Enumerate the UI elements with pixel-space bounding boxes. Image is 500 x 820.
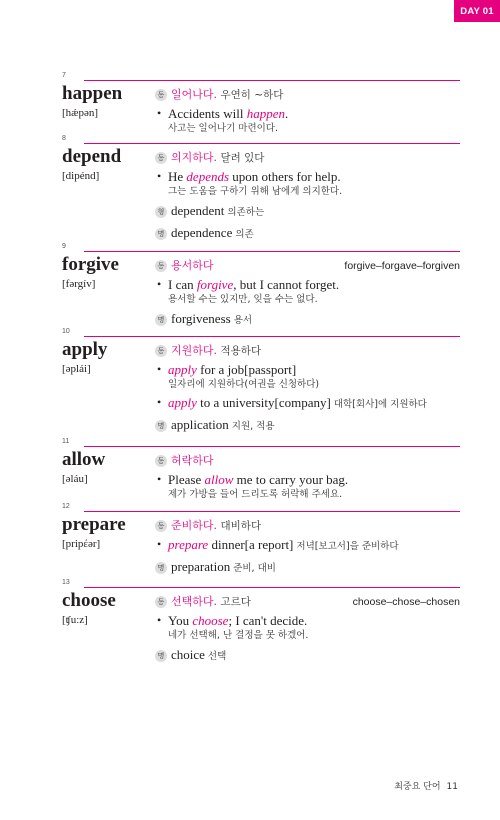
primary-meaning: 용서하다 [171, 259, 214, 272]
entry-number: 11 [62, 438, 70, 445]
entry-content [155, 146, 460, 243]
example-translation: 제가 가방을 들어 드리도록 허락해 주세요. [168, 489, 343, 500]
example-translation: 사고는 일어나기 마련이다. [168, 123, 279, 134]
entry-header [62, 135, 460, 146]
primary-meaning: 선택하다. [171, 595, 218, 608]
primary-meaning: 준비하다. [171, 519, 218, 532]
example-keyword: happen [246, 106, 285, 121]
pronunciation: [ʧuːz] [62, 614, 88, 626]
pos-badge: 동 [155, 89, 167, 101]
entry-header [62, 438, 460, 449]
example-text: ; I can't decide. [228, 613, 308, 628]
definition-line [155, 518, 460, 534]
example-keyword: depends [186, 169, 230, 184]
example [155, 105, 460, 136]
pos-badge: 동 [155, 345, 167, 357]
secondary-meaning: 적용하다 [220, 345, 262, 357]
definition-line [155, 87, 460, 103]
vocab-entry [62, 579, 460, 662]
entry-header [62, 579, 460, 590]
example-sentence [168, 276, 460, 293]
example-text: for a job[passport] [196, 362, 297, 377]
entry-divider [84, 587, 460, 588]
example-sentence [168, 471, 460, 488]
derivative-meaning: 선택 [207, 651, 227, 662]
vocab-entry [62, 243, 460, 328]
verb-forms: forgive–forgave–forgiven [344, 260, 460, 272]
pos-badge: 동 [155, 596, 167, 608]
headword: depend [62, 146, 122, 167]
pos-badge: 명 [155, 562, 167, 574]
example-sentence [168, 168, 460, 185]
entry-divider [84, 251, 460, 252]
entry-divider [84, 446, 460, 447]
derivative-meaning: 준비, 대비 [233, 563, 276, 574]
entry-header [62, 328, 460, 339]
pos-badge: 동 [155, 152, 167, 164]
entry-divider [84, 80, 460, 81]
bullet-icon: • [157, 106, 162, 120]
bullet-icon: • [157, 472, 162, 486]
pronunciation: [əláu] [62, 473, 88, 485]
bullet-icon: • [157, 362, 162, 376]
entry-body [62, 590, 460, 662]
verb-forms: choose–chose–chosen [352, 596, 460, 608]
vocab-entry [62, 328, 460, 438]
derivative-word: preparation [171, 559, 231, 574]
headword: allow [62, 449, 106, 470]
entry-content [155, 339, 460, 435]
entry-header [62, 243, 460, 254]
example-keyword: apply [168, 395, 197, 410]
pronunciation: [əplái] [62, 363, 91, 375]
primary-meaning: 의지하다. [171, 151, 218, 164]
example-keyword: forgive [196, 277, 234, 292]
example-translation: 저녁[보고서]을 준비하다 [296, 541, 399, 552]
day-tab: DAY 01 [454, 0, 500, 22]
example-translation: 네가 선택해, 난 결정을 못 하겠어. [168, 630, 309, 641]
derivative-line [155, 202, 460, 221]
example-text: dinner[a report] [208, 537, 294, 552]
secondary-meaning: 우연히 ~하다 [220, 89, 284, 101]
entry-header [62, 503, 460, 514]
pos-badge: 명 [155, 314, 167, 326]
secondary-meaning: 대비하다 [220, 520, 262, 532]
vocab-entry [62, 438, 460, 503]
example-translation: 대학[회사]에 지원하다 [333, 399, 427, 410]
primary-meaning: 일어나다. [171, 88, 218, 101]
example-sentence [168, 105, 460, 122]
entry-body [62, 254, 460, 328]
footer-label: 최중요 단어 [394, 782, 441, 792]
derivative-meaning: 의존 [235, 229, 254, 240]
pronunciation: [pripέər] [62, 538, 101, 550]
entry-divider [84, 511, 460, 512]
example-text: upon others for help. [229, 169, 341, 184]
bullet-icon: • [157, 537, 162, 551]
derivative-word: forgiveness [171, 311, 231, 326]
bullet-icon: • [157, 169, 162, 183]
example-keyword: apply [168, 362, 197, 377]
entry-number: 12 [62, 503, 70, 510]
entry-header [62, 72, 460, 83]
example [155, 471, 460, 502]
derivative-line [155, 558, 460, 577]
definition-line [155, 343, 460, 359]
example-sentence [168, 394, 460, 413]
derivative-meaning: 용서 [233, 315, 253, 326]
pos-badge: 명 [155, 228, 167, 240]
example-keyword: prepare [168, 537, 209, 552]
derivative-meaning: 지원, 적용 [231, 421, 275, 432]
pronunciation: [fərgív] [62, 278, 96, 290]
example-translation: 일자리에 지원하다(여권을 신청하다) [168, 379, 320, 390]
derivative-line [155, 310, 460, 329]
pos-badge: 형 [155, 206, 167, 218]
example-translation: 그는 도움을 구하기 위해 남에게 의지한다. [168, 186, 343, 197]
primary-meaning: 지원하다. [171, 344, 218, 357]
entry-content [155, 590, 460, 665]
example-text: me to carry your bag. [233, 472, 349, 487]
definition-line [155, 258, 460, 274]
pos-badge: 동 [155, 260, 167, 272]
example-text: , but I cannot forget. [233, 277, 340, 292]
headword: happen [62, 83, 123, 104]
primary-meaning: 허락하다 [171, 454, 214, 467]
page-footer [394, 779, 458, 792]
secondary-meaning: 달려 있다 [220, 152, 265, 164]
derivative-line [155, 646, 460, 665]
pos-badge: 명 [155, 650, 167, 662]
example-text: Please [168, 472, 205, 487]
entry-body [62, 146, 460, 243]
example-text: to a university[company] [196, 395, 331, 410]
vocab-entry [62, 72, 460, 135]
entry-number: 13 [62, 579, 70, 586]
vocab-entry [62, 503, 460, 579]
example [155, 168, 460, 199]
example-text: I can [168, 277, 197, 292]
example-sentence [168, 361, 460, 378]
pronunciation: [hǽpən] [62, 107, 99, 119]
example-text: . [285, 106, 289, 121]
derivative-word: choice [171, 647, 205, 662]
headword: prepare [62, 514, 126, 535]
entry-list [62, 72, 460, 662]
example-translation: 용서할 수는 있지만, 잊을 수는 없다. [168, 294, 318, 305]
derivative-word: dependence [171, 225, 233, 240]
example-keyword: choose [192, 613, 229, 628]
definition-line [155, 150, 460, 166]
entry-body [62, 514, 460, 579]
pronunciation: [dipénd] [62, 170, 100, 182]
headword: apply [62, 339, 108, 360]
entry-body [62, 83, 460, 135]
example-text: He [168, 169, 187, 184]
entry-content [155, 83, 460, 136]
bullet-icon: • [157, 613, 162, 627]
entry-divider [84, 336, 460, 337]
entry-divider [84, 143, 460, 144]
entry-body [62, 339, 460, 438]
example-text: Accidents will [168, 106, 247, 121]
entry-number: 8 [62, 135, 66, 142]
derivative-meaning: 의존하는 [227, 207, 265, 218]
example-text: You [168, 613, 193, 628]
definition-line [155, 594, 460, 610]
example-keyword: allow [204, 472, 234, 487]
entry-number: 9 [62, 243, 66, 250]
example-sentence [168, 612, 460, 629]
bullet-icon: • [157, 395, 162, 409]
derivative-line [155, 224, 460, 243]
example [155, 394, 460, 413]
example [155, 361, 460, 392]
page-number: 11 [446, 782, 458, 792]
entry-number: 7 [62, 72, 66, 79]
headword: forgive [62, 254, 119, 275]
bullet-icon: • [157, 277, 162, 291]
vocab-entry [62, 135, 460, 243]
example [155, 276, 460, 307]
pos-badge: 동 [155, 455, 167, 467]
derivative-word: dependent [171, 203, 225, 218]
definition-line [155, 453, 460, 469]
secondary-meaning: 고르다 [220, 596, 251, 608]
pos-badge: 동 [155, 520, 167, 532]
entry-number: 10 [62, 328, 70, 335]
entry-body [62, 449, 460, 503]
derivative-word: application [171, 417, 229, 432]
pos-badge: 명 [155, 420, 167, 432]
example [155, 536, 460, 555]
headword: choose [62, 590, 116, 611]
example-sentence [168, 536, 460, 555]
example [155, 612, 460, 643]
entry-content [155, 254, 460, 329]
derivative-line [155, 416, 460, 435]
entry-content [155, 449, 460, 502]
entry-content [155, 514, 460, 577]
